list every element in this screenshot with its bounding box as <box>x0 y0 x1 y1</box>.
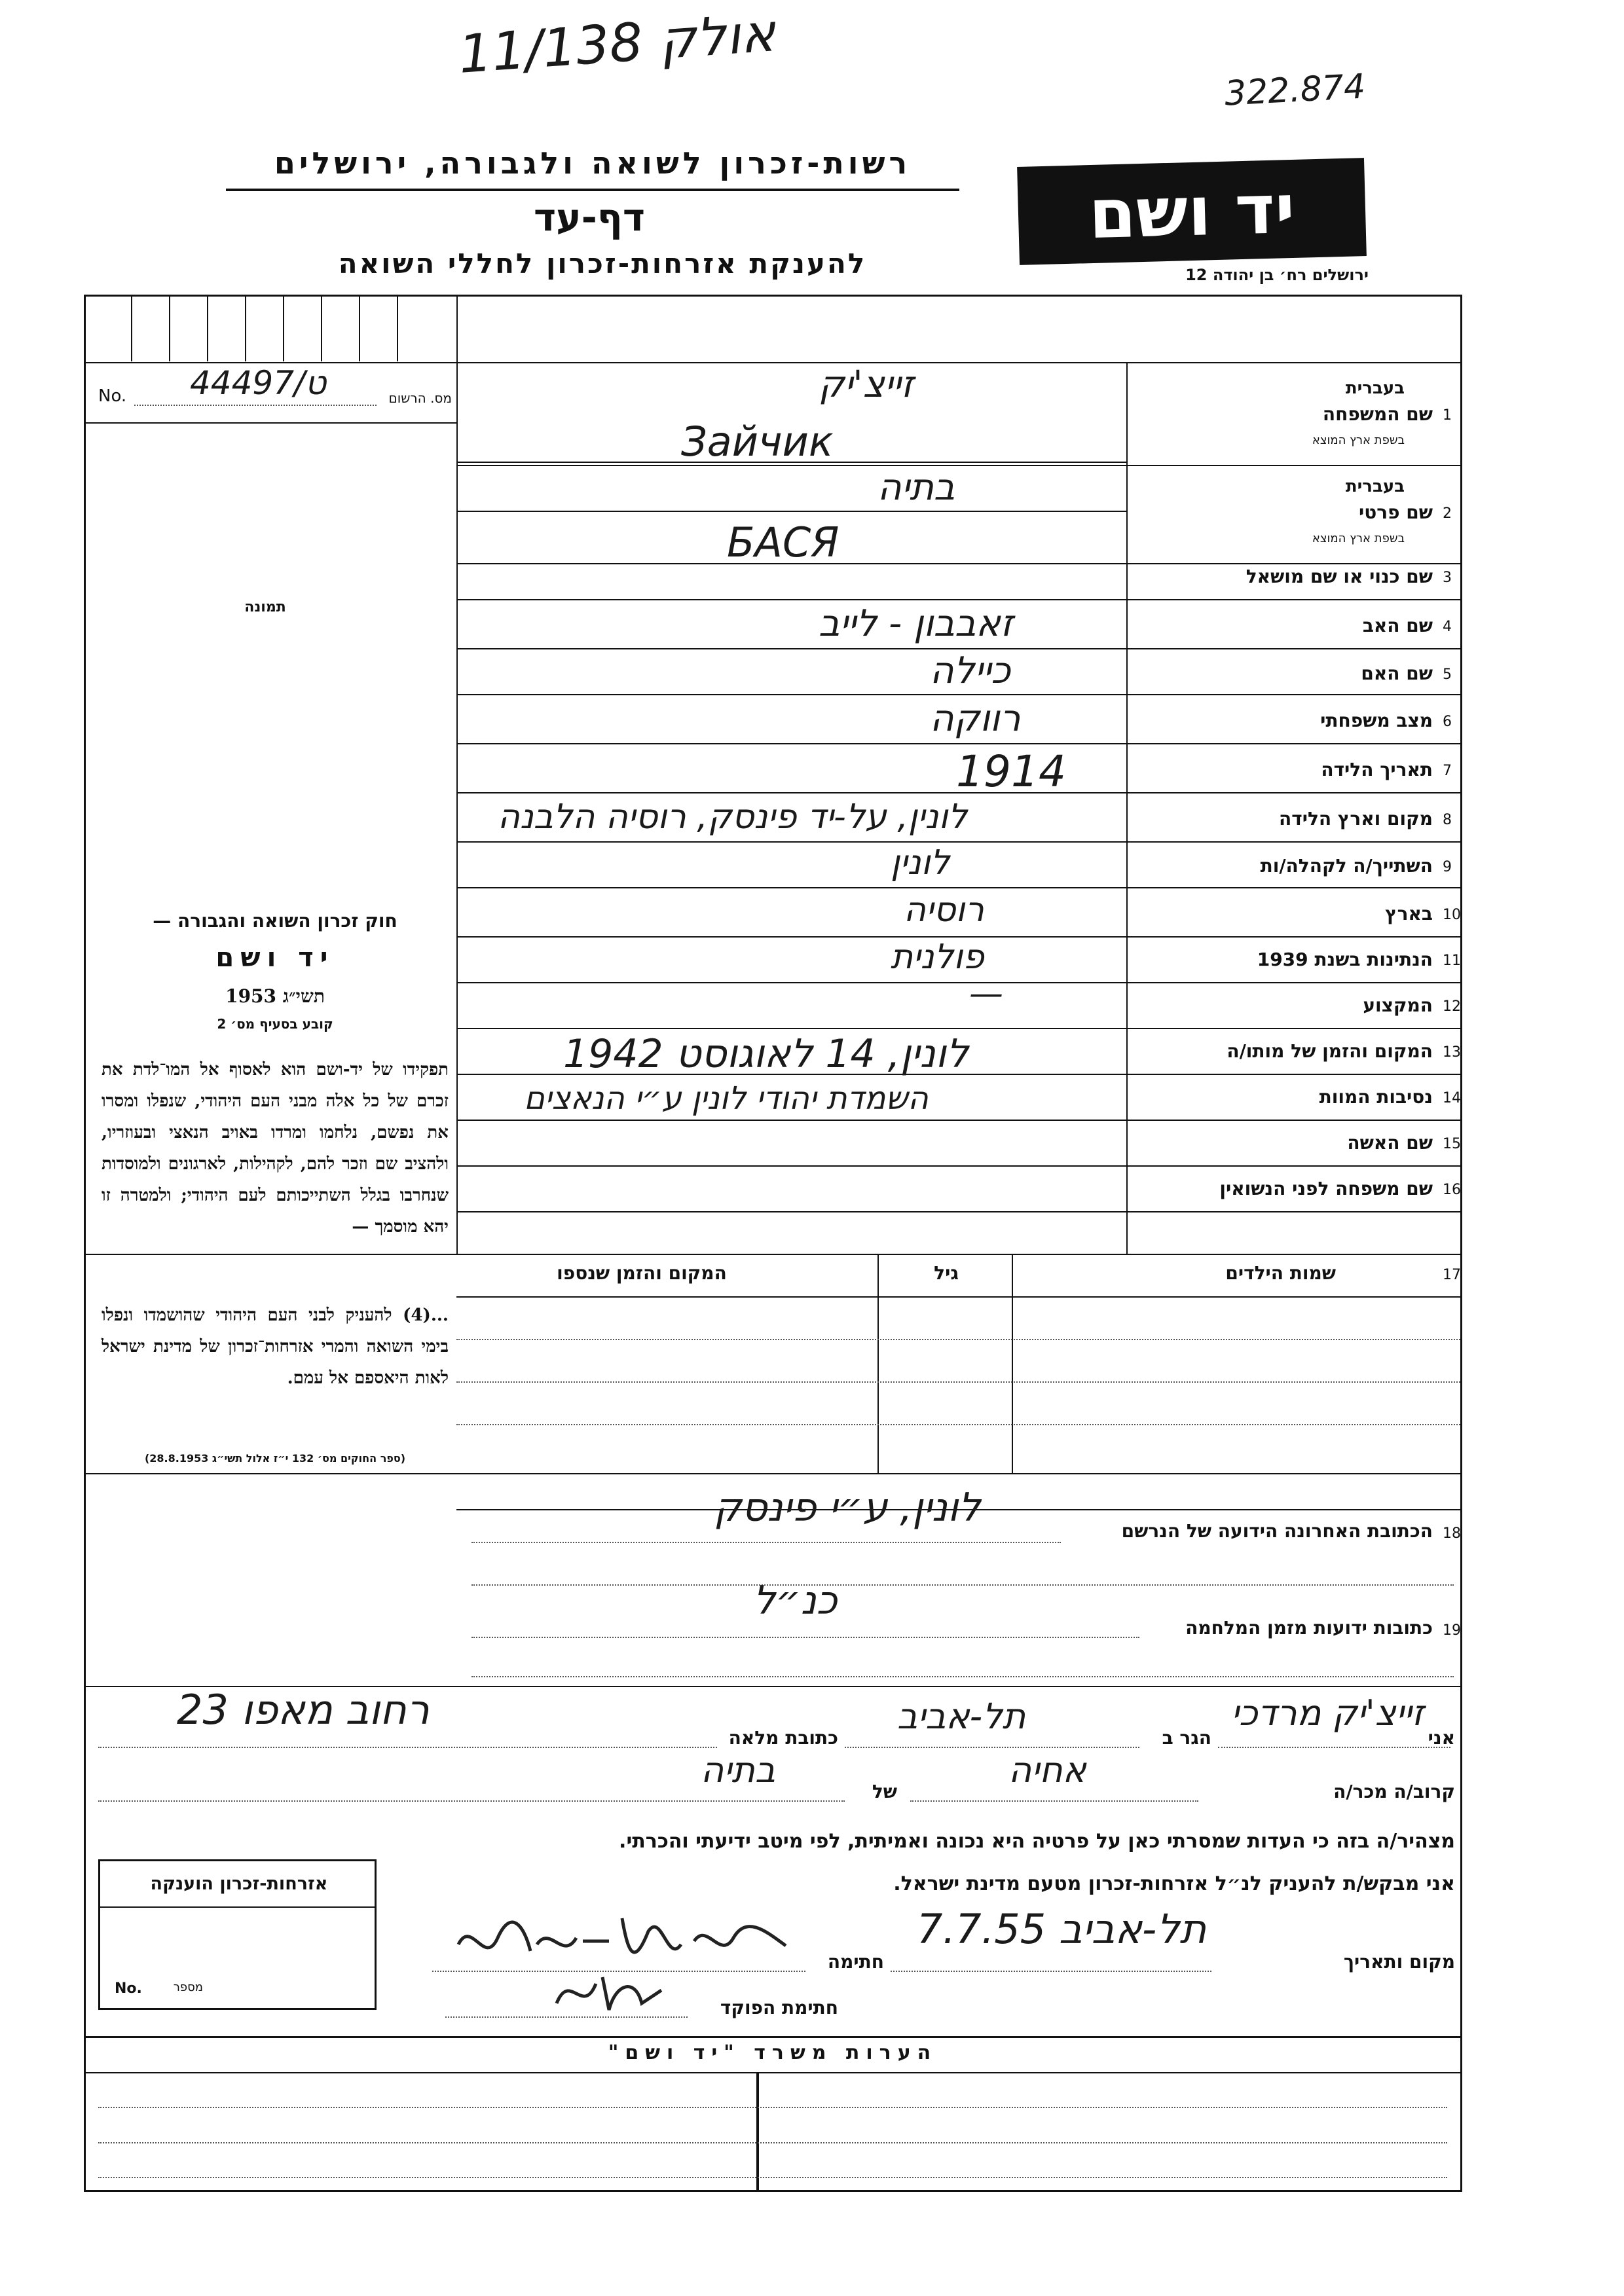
law-clause: קובע בסעיף מס׳ 2 <box>217 1016 333 1032</box>
field-2-origin-value: БАСЯ <box>727 519 840 566</box>
decl-of-name: בתיה <box>701 1749 776 1791</box>
decl-full-address-label: כתובת מלאה <box>728 1727 838 1749</box>
top-handwritten-note: אולק 11/138 <box>456 2 778 85</box>
field-16-label: שם משפחה לפני הנשואין <box>1219 1178 1433 1199</box>
field-18-label: הכתובת האחרונה הידועה של הנרשם <box>1121 1520 1433 1542</box>
photo-col-border <box>456 296 458 1254</box>
decl-relative-label: קרוב/ה מכר/ה <box>1333 1781 1455 1802</box>
decl-gar-b: הגר ב <box>1162 1727 1211 1749</box>
field-1-origin-label: בשפת ארץ המוצא <box>1312 433 1405 447</box>
logo-text: יד ושם <box>1087 168 1297 255</box>
field-8-value: לונין, על-יד פינסק, רוסיה הלבנה <box>498 797 968 837</box>
registry-number: 44497/ט <box>190 364 327 402</box>
form-subtitle: להענקת אזרחות-זכרון לחללי השואה <box>338 247 867 280</box>
field-19-value: כנ״ל <box>753 1578 838 1624</box>
field-7-num: 7 <box>1443 763 1452 779</box>
registry-no-label: No. <box>98 386 127 406</box>
field-3-label: שם כנוי או שם מושאל <box>1246 566 1433 587</box>
field-10-num: 10 <box>1443 907 1461 923</box>
field-3-num: 3 <box>1443 570 1452 586</box>
field-5-label: שם האם <box>1361 663 1433 684</box>
institution-underline <box>226 189 959 191</box>
field-19-num: 19 <box>1443 1622 1461 1639</box>
field-11-value: פולנית <box>891 938 984 977</box>
law-name: יד ושם <box>215 943 335 973</box>
field-2-hebrew-value: בתיה <box>877 466 955 509</box>
citizenship-no-label: No. <box>115 1980 142 1997</box>
decl-relation: אחיה <box>1008 1749 1086 1791</box>
top-strip-line <box>85 362 1460 363</box>
officer-signature <box>544 1958 674 2023</box>
field-6-value: רווקה <box>930 697 1021 740</box>
law-paragraph-1: תפקידו של יד-ושם הוא לאסוף אל המו־לדת את זכרם של כל אלה מבני העם היהודי, שנפלו ומסרו את נפשם, נלחמו ומרדו באויב הנאצי ובעוזריו, ולהציב שם וזכר להם, לקהילות, לארגונים ולמוסדות שנחרבו בגלל השתייכותם לעם היהודי; ולמטרה זו יהא מוסמך — <box>101 1060 449 1237</box>
field-1-label: שם המשפחה <box>1322 403 1433 425</box>
citizenship-box-title: אזרחות-זכרון הוענקה <box>150 1874 328 1894</box>
decl-statement-2: אני מבקש/ת להעניק לנ״ל אזרחות-זכרון מטעם מדינת ישראל. <box>893 1872 1455 1895</box>
decl-street: רחוב מאפו 23 <box>177 1686 430 1734</box>
officer-signature-label: חתימת הפוקד <box>720 1997 838 2018</box>
field-9-num: 9 <box>1443 859 1452 875</box>
field-5-num: 5 <box>1443 666 1452 683</box>
registry-label: מס. הרשום <box>388 390 452 406</box>
law-footnote: (ספר החוקים מס׳ 132 י״ז אלול תשי״ג 28.8.1953) <box>144 1452 406 1465</box>
decl-place-date: תל-אביב 7.7.55 <box>917 1905 1207 1953</box>
field-2-origin-label: בשפת ארץ המוצא <box>1312 532 1405 545</box>
field-5-value: כיילה <box>930 649 1011 692</box>
children-age-header: גיל <box>934 1262 959 1284</box>
header-address: ירושלים רח׳ בן יהודה 12 <box>1185 266 1369 284</box>
field-9-value: לונין <box>891 843 950 883</box>
field-1-hebrew-value: זייצ'יק <box>819 363 914 406</box>
field-11-label: הנתינות בשנת 1939 <box>1257 949 1433 970</box>
form-title: דף-עד <box>533 195 646 240</box>
field-8-label: מקום וארץ הלידה <box>1279 808 1433 829</box>
decl-ani: אני <box>1428 1727 1455 1749</box>
field-15-num: 15 <box>1443 1136 1461 1152</box>
decl-of: של <box>872 1781 897 1802</box>
photo-label: תמונה <box>244 599 286 615</box>
decl-place-date-label: מקום ותאריך <box>1343 1951 1455 1973</box>
field-10-label: בארץ <box>1385 903 1433 924</box>
field-1-hebrew-label: בעברית <box>1345 378 1405 398</box>
field-14-label: נסיבות המוות <box>1319 1086 1433 1108</box>
field-6-num: 6 <box>1443 714 1452 730</box>
field-2-num: 2 <box>1443 505 1452 522</box>
field-12-num: 12 <box>1443 998 1461 1015</box>
field-17-num: 17 <box>1443 1267 1461 1283</box>
field-18-num: 18 <box>1443 1525 1461 1542</box>
field-2-hebrew-label: בעברית <box>1345 477 1405 496</box>
field-7-label: תאריך הלידה <box>1321 759 1433 780</box>
archive-number: 322.874 <box>1223 67 1367 114</box>
field-2-label: שם פרטי <box>1358 501 1433 523</box>
law-year: תשי״ג 1953 <box>225 985 325 1007</box>
children-place-header: המקום והזמן שנספו <box>557 1262 727 1284</box>
field-15-label: שם האשה <box>1347 1132 1433 1154</box>
field-7-value: 1914 <box>956 746 1066 797</box>
field-10-value: רוסיה <box>904 890 984 930</box>
decl-statement-1: מצהיר/ה בזה כי העדות שמסרתי כאן על פרטיה היא נכונה ואמיתית, לפי מיטב ידיעתי והכרתי. <box>619 1830 1455 1853</box>
field-11-num: 11 <box>1443 953 1461 969</box>
field-13-value: לונין, 14 לאוגוסט 1942 <box>563 1031 969 1077</box>
field-1-origin-value: Зайчик <box>681 418 834 465</box>
field-1-num: 1 <box>1443 407 1452 424</box>
field-8-num: 8 <box>1443 812 1452 828</box>
field-4-label: שם האב <box>1362 615 1433 636</box>
field-12-value: — <box>969 974 1003 1013</box>
children-names-header: שמות הילדים <box>1225 1262 1336 1284</box>
field-18-value: לונין, ע״י פינסק <box>714 1485 981 1531</box>
institution-name: רשות-זכרון לשואה ולגבורה, ירושלים <box>274 145 912 181</box>
field-16-num: 16 <box>1443 1182 1461 1198</box>
decl-city: תל-אביב <box>897 1696 1026 1737</box>
field-9-label: השתייך/ה לקהלה/ות <box>1260 855 1433 877</box>
field-13-label: המקום והזמן של מותו/ה <box>1227 1040 1433 1062</box>
citizenship-number-label: מספר <box>173 1980 203 1994</box>
office-notes-title: הערות משרד "יד ושם" <box>608 2041 938 2064</box>
field-6-label: מצב משפחתי <box>1320 710 1433 731</box>
field-14-value: השמדת יהודי לונין ע״י הנאצים <box>524 1080 929 1117</box>
decl-signature-label: חתימה <box>827 1951 884 1973</box>
field-19-label: כתובות ידועות מזמן המלחמה <box>1185 1617 1433 1639</box>
law-title: חוק זכרון השואה והגבורה — <box>153 910 397 932</box>
field-13-num: 13 <box>1443 1044 1461 1061</box>
field-4-num: 4 <box>1443 619 1452 635</box>
decl-name: זייצ'יק מרדכי <box>1231 1692 1424 1734</box>
field-4-value: זאבבון - לייב <box>819 602 1014 645</box>
field-12-label: המקצוע <box>1363 994 1433 1016</box>
field-14-num: 14 <box>1443 1090 1461 1106</box>
yad-vashem-logo <box>1017 158 1367 265</box>
law-paragraph-2: ...(4) להעניק לבני העם היהודי שהושמדו ונפלו בימי השואה והמרי אזרחות־זכרון של מדינת ישראל לאות היאספם אל עמם. <box>101 1305 449 1388</box>
